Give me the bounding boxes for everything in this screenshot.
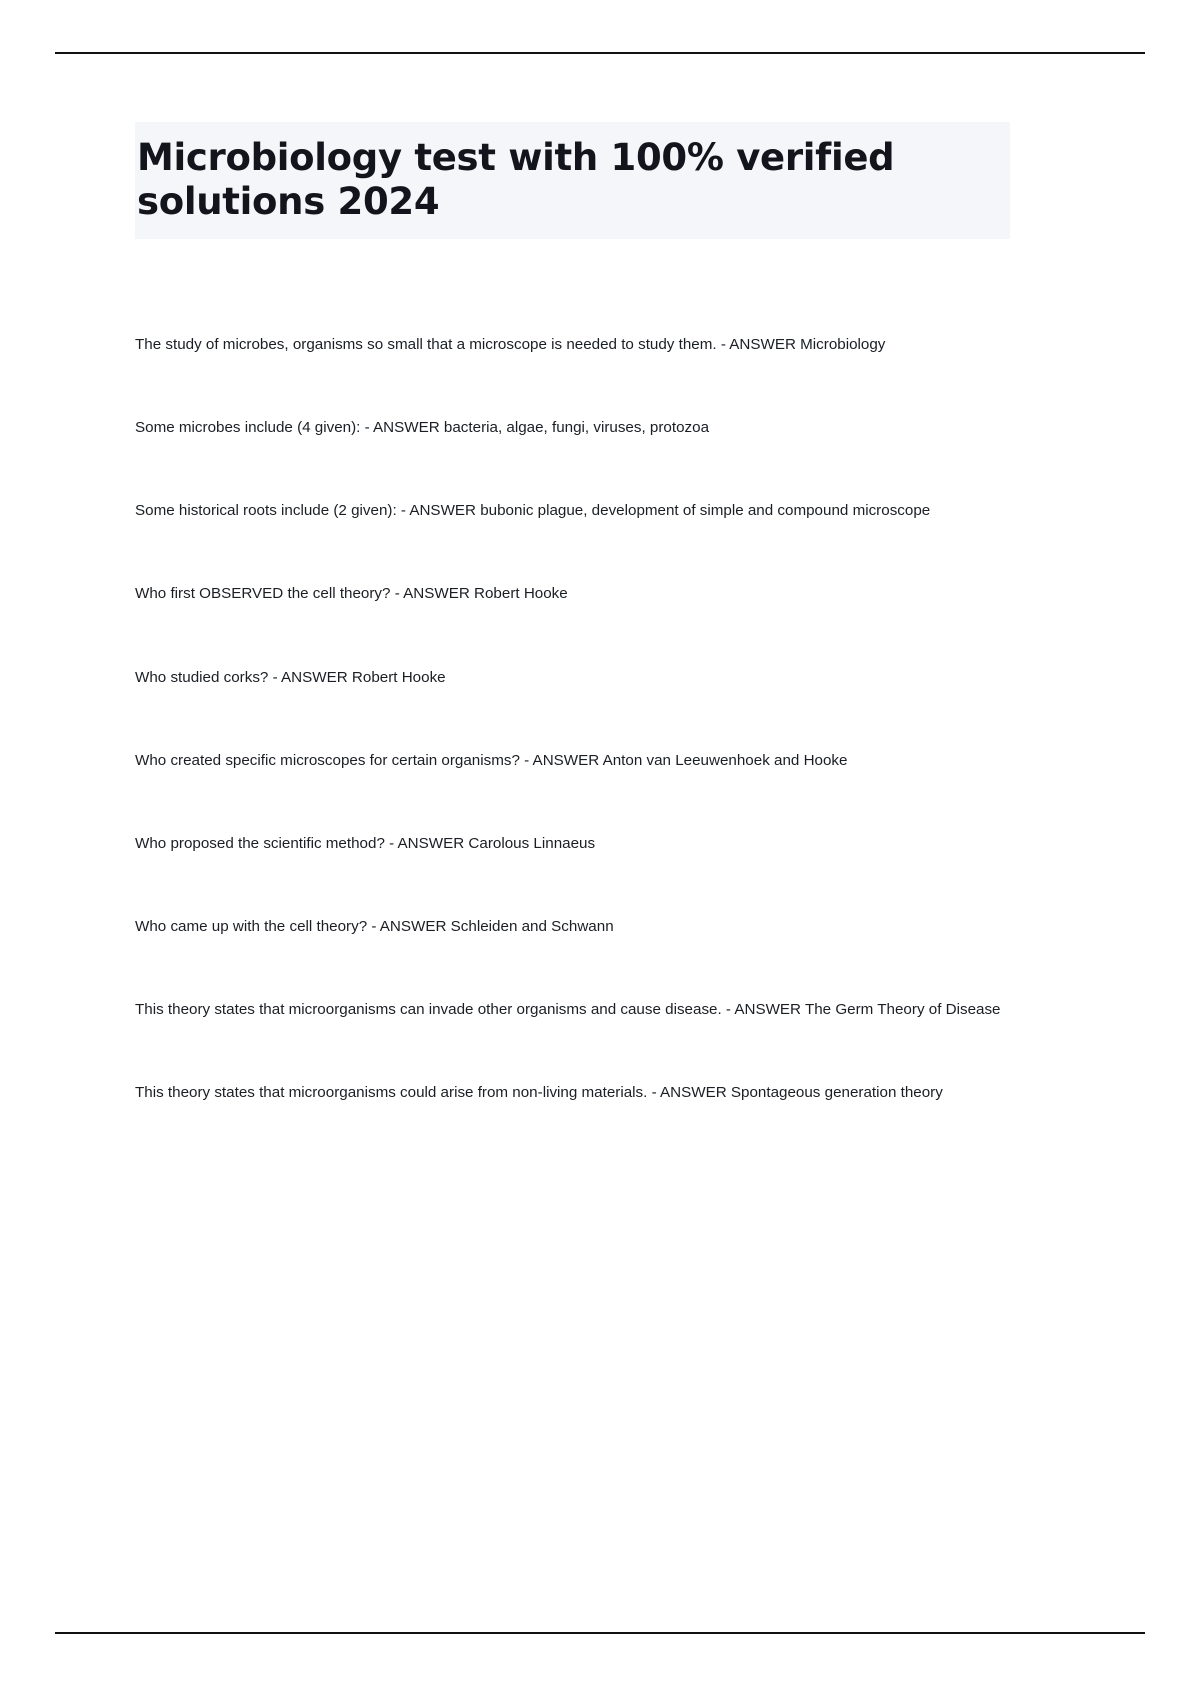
qa-item: Who first OBSERVED the cell theory? - ANSWER Robert Hooke <box>135 585 568 603</box>
page-title: Microbiology test with 100% verified solutions 2024 <box>137 136 895 223</box>
qa-item: Who studied corks? - ANSWER Robert Hooke <box>135 668 446 686</box>
qa-list <box>135 331 1010 1105</box>
qa-item: Who proposed the scientific method? - ANSWER Carolous Linnaeus <box>135 834 596 852</box>
header-divider <box>55 52 1145 54</box>
document-content <box>135 122 1010 1106</box>
qa-item: The study of microbes, organisms so small that a microscope is needed to study them. - ANSWER Microbiology <box>135 336 886 354</box>
footer-divider <box>55 1632 1145 1634</box>
qa-item: Some microbes include (4 given): - ANSWER bacteria, algae, fungi, viruses, protozoa <box>135 419 710 437</box>
qa-item: Some historical roots include (2 given): - ANSWER bubonic plague, development of simple and compound microscope <box>135 502 931 520</box>
title-block <box>135 122 1010 239</box>
qa-item: Who created specific microscopes for certain organisms? - ANSWER Anton van Leeuwenhoek and Hooke <box>135 751 848 769</box>
qa-item: Who came up with the cell theory? - ANSWER Schleiden and Schwann <box>135 917 614 935</box>
qa-item: This theory states that microorganisms could arise from non-living materials. - ANSWER Spontageous generation theory <box>135 1083 943 1101</box>
qa-item: This theory states that microorganisms can invade other organisms and cause disease. - ANSWER The Germ Theory of Disease <box>135 1000 1001 1018</box>
